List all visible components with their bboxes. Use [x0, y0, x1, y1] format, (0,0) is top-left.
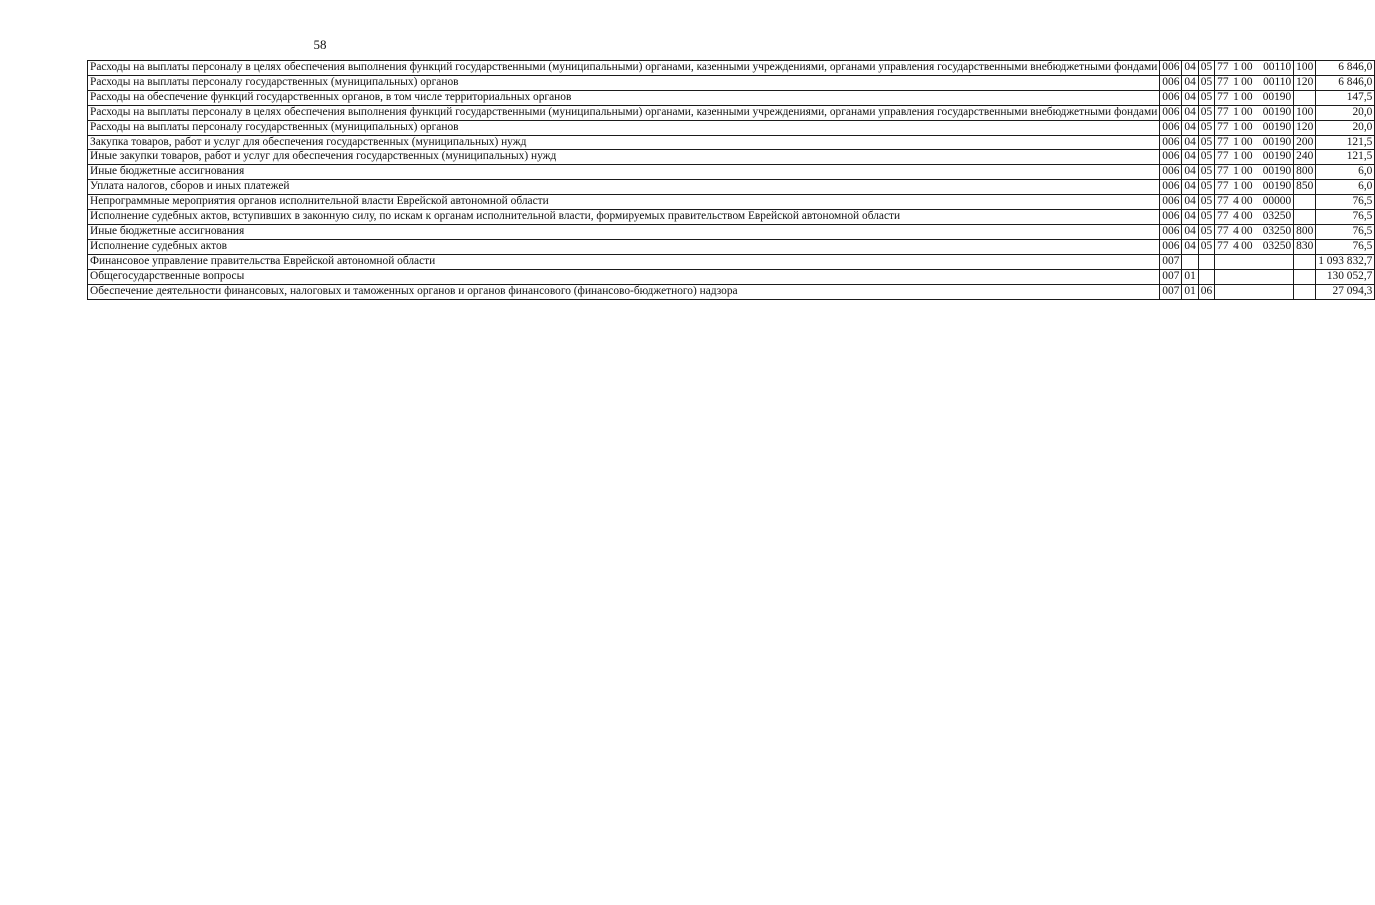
target-code-part: 00 [1241, 120, 1253, 133]
target-code-part: 00190 [1262, 120, 1292, 133]
row-pr-cell: 05 [1198, 120, 1214, 135]
row-name-cell: Исполнение судебных актов, вступивших в законную силу, по искам к органам исполнительной власти, формируемых правительством Еврейской автономной области [88, 210, 1160, 225]
target-code-part: 4 [1233, 195, 1239, 208]
row-pr-cell: 05 [1198, 90, 1214, 105]
target-code-part: 00190 [1262, 180, 1292, 193]
table-row [88, 105, 1375, 120]
table-row [88, 120, 1375, 135]
row-sum-cell: 20,0 [1316, 105, 1375, 120]
table-row [88, 90, 1375, 105]
target-code-part: 00110 [1263, 75, 1292, 88]
budget-table [87, 60, 1375, 300]
table-row [88, 150, 1375, 165]
row-sum-cell: 147,5 [1316, 90, 1375, 105]
target-code-part: 1 [1233, 120, 1239, 133]
target-code-part: 1 [1233, 105, 1239, 118]
row-rz-cell: 04 [1182, 165, 1198, 180]
row-vr-cell: 850 [1294, 180, 1316, 195]
row-vr-cell: 120 [1294, 75, 1316, 90]
table-row [88, 254, 1375, 269]
row-pr-cell: 05 [1198, 195, 1214, 210]
target-code-part: 00 [1241, 135, 1253, 148]
row-rz-cell: 04 [1182, 239, 1198, 254]
row-target-cell [1215, 180, 1294, 195]
row-name-cell: Исполнение судебных актов [88, 239, 1160, 254]
target-code-part: 00 [1241, 195, 1253, 208]
target-code-part: 00190 [1262, 105, 1292, 118]
row-name-cell: Непрограммные мероприятия органов исполнительной власти Еврейской автономной области [88, 195, 1160, 210]
target-code-part: 1 [1233, 75, 1239, 88]
row-pr-cell [1198, 254, 1214, 269]
row-name-cell: Уплата налогов, сборов и иных платежей [88, 180, 1160, 195]
row-vr-cell: 100 [1294, 61, 1316, 76]
row-ved-cell: 006 [1160, 90, 1182, 105]
row-name-cell: Расходы на выплаты персоналу в целях обеспечения выполнения функций государственными (муниципальными) органами, казенными учреждениями, органами управления государственными внебюджетными фондами [88, 61, 1160, 76]
row-rz-cell: 04 [1182, 195, 1198, 210]
row-pr-cell: 05 [1198, 150, 1214, 165]
table-row [88, 75, 1375, 90]
row-rz-cell: 04 [1182, 224, 1198, 239]
row-target-cell [1215, 90, 1294, 105]
row-target-cell [1215, 284, 1294, 299]
row-ved-cell: 006 [1160, 135, 1182, 150]
target-code-part: 03250 [1262, 224, 1292, 237]
row-sum-cell: 76,5 [1316, 224, 1375, 239]
row-name-cell: Общегосударственные вопросы [88, 269, 1160, 284]
row-pr-cell: 06 [1198, 284, 1214, 299]
budget-table-body [88, 61, 1375, 300]
table-row [88, 269, 1375, 284]
row-pr-cell: 05 [1198, 135, 1214, 150]
row-rz-cell: 04 [1182, 105, 1198, 120]
target-code-part: 4 [1233, 210, 1239, 223]
target-code-part: 77 [1217, 210, 1229, 223]
row-vr-cell [1294, 90, 1316, 105]
row-ved-cell: 006 [1160, 210, 1182, 225]
row-sum-cell: 6 846,0 [1316, 75, 1375, 90]
row-sum-cell: 6 846,0 [1316, 61, 1375, 76]
row-vr-cell [1294, 210, 1316, 225]
target-code-part: 00 [1241, 165, 1253, 178]
row-name-cell: Иные бюджетные ассигнования [88, 165, 1160, 180]
row-ved-cell: 006 [1160, 224, 1182, 239]
table-row [88, 195, 1375, 210]
row-target-cell [1215, 105, 1294, 120]
row-target-cell [1215, 254, 1294, 269]
target-code-part: 77 [1217, 135, 1229, 148]
row-rz-cell: 01 [1182, 269, 1198, 284]
target-code-part: 77 [1217, 239, 1229, 252]
row-rz-cell: 04 [1182, 210, 1198, 225]
row-sum-cell: 121,5 [1316, 135, 1375, 150]
row-name-cell: Закупка товаров, работ и услуг для обеспечения государственных (муниципальных) нужд [88, 135, 1160, 150]
table-row [88, 61, 1375, 76]
row-rz-cell: 04 [1182, 135, 1198, 150]
table-row [88, 224, 1375, 239]
target-code-part: 77 [1217, 120, 1229, 133]
target-code-part: 4 [1233, 239, 1239, 252]
row-vr-cell: 800 [1294, 165, 1316, 180]
row-target-cell [1215, 195, 1294, 210]
row-ved-cell: 007 [1160, 284, 1182, 299]
row-rz-cell: 04 [1182, 120, 1198, 135]
target-code-part: 00190 [1262, 165, 1292, 178]
row-sum-cell: 76,5 [1316, 195, 1375, 210]
target-code-part: 00 [1241, 180, 1253, 193]
row-name-cell: Иные закупки товаров, работ и услуг для обеспечения государственных (муниципальных) нужд [88, 150, 1160, 165]
row-pr-cell: 05 [1198, 239, 1214, 254]
row-target-cell [1215, 210, 1294, 225]
row-pr-cell: 05 [1198, 105, 1214, 120]
row-target-cell [1215, 120, 1294, 135]
target-code-part: 77 [1217, 75, 1229, 88]
target-code-part: 00190 [1262, 90, 1292, 103]
row-vr-cell: 800 [1294, 224, 1316, 239]
row-name-cell: Расходы на выплаты персоналу государственных (муниципальных) органов [88, 120, 1160, 135]
target-code-part: 1 [1233, 90, 1239, 103]
table-row [88, 180, 1375, 195]
row-name-cell: Расходы на обеспечение функций государственных органов, в том числе территориальных органов [88, 90, 1160, 105]
target-code-part: 1 [1233, 180, 1239, 193]
target-code-part: 03250 [1262, 239, 1292, 252]
row-vr-cell [1294, 195, 1316, 210]
row-sum-cell: 6,0 [1316, 180, 1375, 195]
table-row [88, 210, 1375, 225]
row-target-cell [1215, 224, 1294, 239]
row-ved-cell: 006 [1160, 150, 1182, 165]
target-code-part: 00190 [1262, 150, 1292, 163]
table-row [88, 239, 1375, 254]
row-rz-cell: 04 [1182, 90, 1198, 105]
row-ved-cell: 007 [1160, 269, 1182, 284]
row-ved-cell: 007 [1160, 254, 1182, 269]
row-ved-cell: 006 [1160, 75, 1182, 90]
row-sum-cell: 121,5 [1316, 150, 1375, 165]
row-ved-cell: 006 [1160, 105, 1182, 120]
target-code-part: 00110 [1263, 61, 1292, 73]
row-name-cell: Иные бюджетные ассигнования [88, 224, 1160, 239]
target-code-part: 77 [1217, 105, 1229, 118]
row-rz-cell: 01 [1182, 284, 1198, 299]
row-rz-cell [1182, 254, 1198, 269]
row-rz-cell: 04 [1182, 180, 1198, 195]
row-rz-cell: 04 [1182, 150, 1198, 165]
row-sum-cell: 130 052,7 [1316, 269, 1375, 284]
row-target-cell [1215, 135, 1294, 150]
row-name-cell: Финансовое управление правительства Еврейской автономной области [88, 254, 1160, 269]
target-code-part: 00000 [1262, 195, 1292, 208]
target-code-part: 00 [1241, 224, 1253, 237]
row-ved-cell: 006 [1160, 165, 1182, 180]
target-code-part: 00 [1241, 210, 1253, 223]
row-pr-cell: 05 [1198, 165, 1214, 180]
target-code-part: 77 [1217, 195, 1229, 208]
row-sum-cell: 6,0 [1316, 165, 1375, 180]
target-code-part: 77 [1217, 180, 1229, 193]
target-code-part: 00190 [1262, 135, 1292, 148]
target-code-part: 77 [1217, 224, 1229, 237]
row-target-cell [1215, 150, 1294, 165]
row-name-cell: Расходы на выплаты персоналу государственных (муниципальных) органов [88, 75, 1160, 90]
page-number: 58 [313, 37, 327, 52]
target-code-part: 00 [1241, 75, 1253, 88]
target-code-part: 77 [1217, 165, 1229, 178]
target-code-part: 77 [1217, 150, 1229, 163]
row-pr-cell: 05 [1198, 75, 1214, 90]
target-code-part: 03250 [1262, 210, 1292, 223]
row-pr-cell: 05 [1198, 180, 1214, 195]
row-ved-cell: 006 [1160, 195, 1182, 210]
row-sum-cell: 1 093 832,7 [1316, 254, 1375, 269]
row-name-cell: Расходы на выплаты персоналу в целях обеспечения выполнения функций государственными (муниципальными) органами, казенными учреждениями, органами управления государственными внебюджетными фондами [88, 105, 1160, 120]
target-code-part: 00 [1241, 239, 1253, 252]
row-sum-cell: 76,5 [1316, 239, 1375, 254]
row-vr-cell [1294, 269, 1316, 284]
row-sum-cell: 27 094,3 [1316, 284, 1375, 299]
row-ved-cell: 006 [1160, 61, 1182, 76]
target-code-part: 00 [1241, 105, 1253, 118]
row-sum-cell: 20,0 [1316, 120, 1375, 135]
target-code-part: 1 [1233, 135, 1239, 148]
row-ved-cell: 006 [1160, 239, 1182, 254]
row-pr-cell: 05 [1198, 210, 1214, 225]
target-code-part: 00 [1241, 61, 1253, 73]
table-row [88, 284, 1375, 299]
row-vr-cell: 100 [1294, 105, 1316, 120]
row-vr-cell: 120 [1294, 120, 1316, 135]
row-target-cell [1215, 61, 1294, 76]
row-pr-cell: 05 [1198, 61, 1214, 76]
target-code-part: 4 [1233, 224, 1239, 237]
row-vr-cell: 240 [1294, 150, 1316, 165]
row-ved-cell: 006 [1160, 120, 1182, 135]
row-vr-cell: 200 [1294, 135, 1316, 150]
row-ved-cell: 006 [1160, 180, 1182, 195]
target-code-part: 00 [1241, 150, 1253, 163]
row-vr-cell [1294, 284, 1316, 299]
row-rz-cell: 04 [1182, 61, 1198, 76]
row-vr-cell [1294, 254, 1316, 269]
row-pr-cell: 05 [1198, 224, 1214, 239]
row-target-cell [1215, 239, 1294, 254]
target-code-part: 1 [1233, 165, 1239, 178]
row-target-cell [1215, 165, 1294, 180]
target-code-part: 77 [1217, 61, 1229, 73]
row-vr-cell: 830 [1294, 239, 1316, 254]
table-row [88, 135, 1375, 150]
target-code-part: 1 [1233, 150, 1239, 163]
row-sum-cell: 76,5 [1316, 210, 1375, 225]
row-target-cell [1215, 269, 1294, 284]
target-code-part: 00 [1241, 90, 1253, 103]
table-row [88, 165, 1375, 180]
row-name-cell: Обеспечение деятельности финансовых, налоговых и таможенных органов и органов финансового (финансово-бюджетного) надзора [88, 284, 1160, 299]
target-code-part: 77 [1217, 90, 1229, 103]
target-code-part: 1 [1233, 61, 1239, 73]
row-target-cell [1215, 75, 1294, 90]
row-rz-cell: 04 [1182, 75, 1198, 90]
row-pr-cell [1198, 269, 1214, 284]
